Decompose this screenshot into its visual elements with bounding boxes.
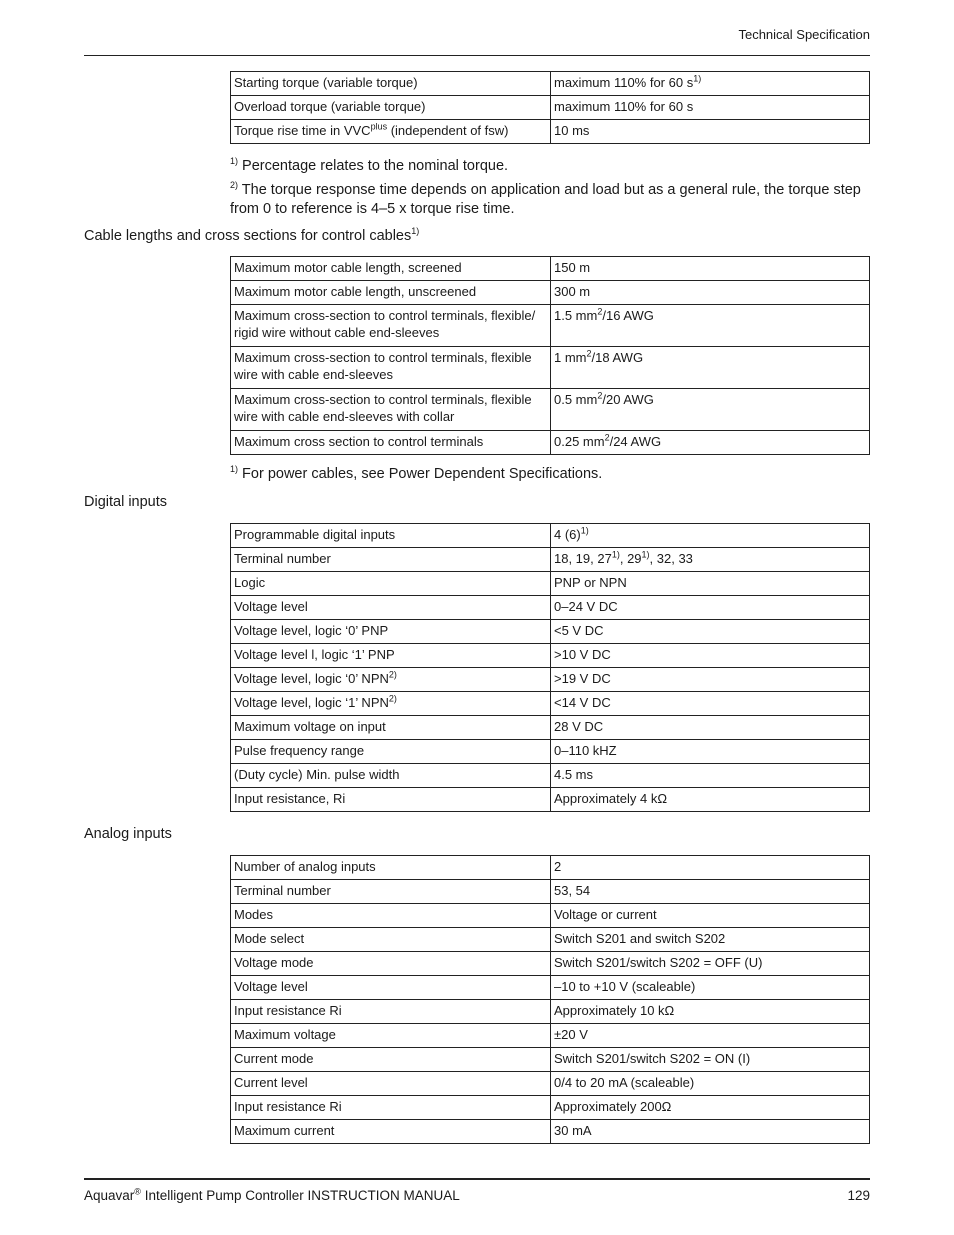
spec-label: Maximum cross section to control terminals [231,431,551,455]
table-row [231,1072,870,1096]
table-row [231,692,870,716]
spec-label: Overload torque (variable torque) [231,96,551,120]
spec-value: PNP or NPN [551,572,870,596]
spec-value: 0–110 kHZ [551,740,870,764]
spec-label: Maximum cross-section to control terminals, flexible wire with cable end-sleeves [231,347,551,389]
section-heading: Cable lengths and cross sections for control cables$^{1)}$ [84,226,420,244]
spec-label: (Duty cycle) Min. pulse width [231,764,551,788]
table-row [231,96,870,120]
table-row [231,928,870,952]
spec-label: Voltage level [231,976,551,1000]
table-row [231,764,870,788]
spec-label: Logic [231,572,551,596]
spec-label: Maximum voltage [231,1024,551,1048]
spec-value: >10 V DC [551,644,870,668]
table-row [231,1096,870,1120]
spec-value: Switch S201/switch S202 = ON (I) [551,1048,870,1072]
spec-value: <5 V DC [551,620,870,644]
spec-label: Voltage level [231,596,551,620]
spec-value: 0.25 $mm^2/24$ AWG [551,431,870,455]
spec-value: >19 V DC [551,668,870,692]
section-heading: Digital inputs [84,494,168,510]
spec-label: Input resistance Ri [231,1000,551,1024]
torque-spec-table [230,71,870,144]
table-row [231,431,870,455]
spec-label: Input resistance Ri [231,1096,551,1120]
spec-value: 30 mA [551,1120,870,1144]
table-row [231,952,870,976]
spec-value: Switch S201 and switch S202 [551,928,870,952]
footnote: $^{2)}$ The torque response time depends on application and load but as a general rule, the torque step from 0 to reference is 4–5 x torque rise time. [230,180,861,217]
table-row [231,72,870,96]
spec-value: Voltage or current [551,904,870,928]
table-row [231,1000,870,1024]
spec-value: 4 $(6)^{1)}$ [551,524,870,548]
spec-label: Maximum motor cable length, unscreened [231,281,551,305]
spec-label: Number of analog inputs [231,856,551,880]
table-row [231,788,870,812]
spec-value: 150 m [551,257,870,281]
spec-value: 4.5 ms [551,764,870,788]
spec-label: Programmable digital inputs [231,524,551,548]
spec-label: Torque rise time in $VVC^{plus}$ (independent of fsw) [231,120,551,144]
table-row [231,716,870,740]
spec-label: Maximum voltage on input [231,716,551,740]
spec-value: 2 [551,856,870,880]
spec-value: 0–24 V DC [551,596,870,620]
spec-value: 53, 54 [551,880,870,904]
spec-label: Voltage level, logic ‘0’ NPN$^{2)}$ [231,668,551,692]
page-number: 129 [847,1188,870,1203]
spec-label: Starting torque (variable torque) [231,72,551,96]
spec-label: Voltage level l, logic ‘1’ PNP [231,644,551,668]
table-row [231,1120,870,1144]
spec-value: 300 m [551,281,870,305]
spec-value: 0/4 to 20 mA (scaleable) [551,1072,870,1096]
table-row [231,596,870,620]
table-row [231,1024,870,1048]
table-row [231,856,870,880]
table-row [231,281,870,305]
table-row [231,305,870,347]
spec-label: Current level [231,1072,551,1096]
spec-value: 10 ms [551,120,870,144]
digital-inputs-table [230,523,870,812]
table-row [231,389,870,431]
spec-label: Maximum motor cable length, screened [231,257,551,281]
header-rule [84,55,870,56]
table-row [231,1048,870,1072]
table-row [231,120,870,144]
spec-value: <14 V DC [551,692,870,716]
spec-value: Switch S201/switch S202 = OFF (U) [551,952,870,976]
spec-value: Approximately 10 kΩ [551,1000,870,1024]
spec-label: Maximum cross-section to control terminals, flexible wire with cable end-sleeves with collar [231,389,551,431]
spec-value: 1.5 $mm^2/16$ AWG [551,305,870,347]
spec-label: Pulse frequency range [231,740,551,764]
spec-label: Modes [231,904,551,928]
table-row [231,257,870,281]
table-row [231,620,870,644]
spec-label: Maximum cross-section to control terminals, flexible/ rigid wire without cable end-sleeves [231,305,551,347]
spec-value: –10 to +10 V (scaleable) [551,976,870,1000]
table-row [231,572,870,596]
spec-value: 18, 19, 27$^{1)}$, 29$^{1)}$, 32, 33 [551,548,870,572]
spec-label: Voltage level, logic ‘0’ PNP [231,620,551,644]
spec-label: Terminal number [231,548,551,572]
spec-label: Voltage level, logic ‘1’ NPN$^{2)}$ [231,692,551,716]
spec-value: maximum 110% for 60 s [551,96,870,120]
spec-value: 28 V DC [551,716,870,740]
spec-value: 0.5 $mm^2/20$ AWG [551,389,870,431]
spec-label: Mode select [231,928,551,952]
table-row [231,347,870,389]
spec-label: Terminal number [231,880,551,904]
spec-value: Approximately 200Ω [551,1096,870,1120]
footnote: $^{1)}$ For power cables, see Power Dependent Specifications. [230,464,603,482]
cable-spec-table [230,256,870,455]
footer-rule [84,1178,870,1180]
footnote: $^{1)}$ Percentage relates to the nominal torque. [230,156,509,174]
table-row [231,740,870,764]
spec-value: 1 $mm^2/18$ AWG [551,347,870,389]
table-row [231,976,870,1000]
analog-inputs-table [230,855,870,1144]
running-header: Technical Specification [738,27,870,42]
spec-label: Current mode [231,1048,551,1072]
table-row [231,880,870,904]
spec-value: ±20 V [551,1024,870,1048]
table-row [231,644,870,668]
table-row [231,524,870,548]
table-row [231,668,870,692]
table-row [231,548,870,572]
spec-value: maximum 110% for 60 $s^{1)}$ [551,72,870,96]
table-row [231,904,870,928]
spec-label: Input resistance, Ri [231,788,551,812]
spec-label: Maximum current [231,1120,551,1144]
section-heading: Analog inputs [84,826,172,842]
spec-label: Voltage mode [231,952,551,976]
spec-value: Approximately 4 kΩ [551,788,870,812]
footer-title: Aquavar® Intelligent Pump Controller INSTRUCTION MANUAL [84,1186,460,1203]
